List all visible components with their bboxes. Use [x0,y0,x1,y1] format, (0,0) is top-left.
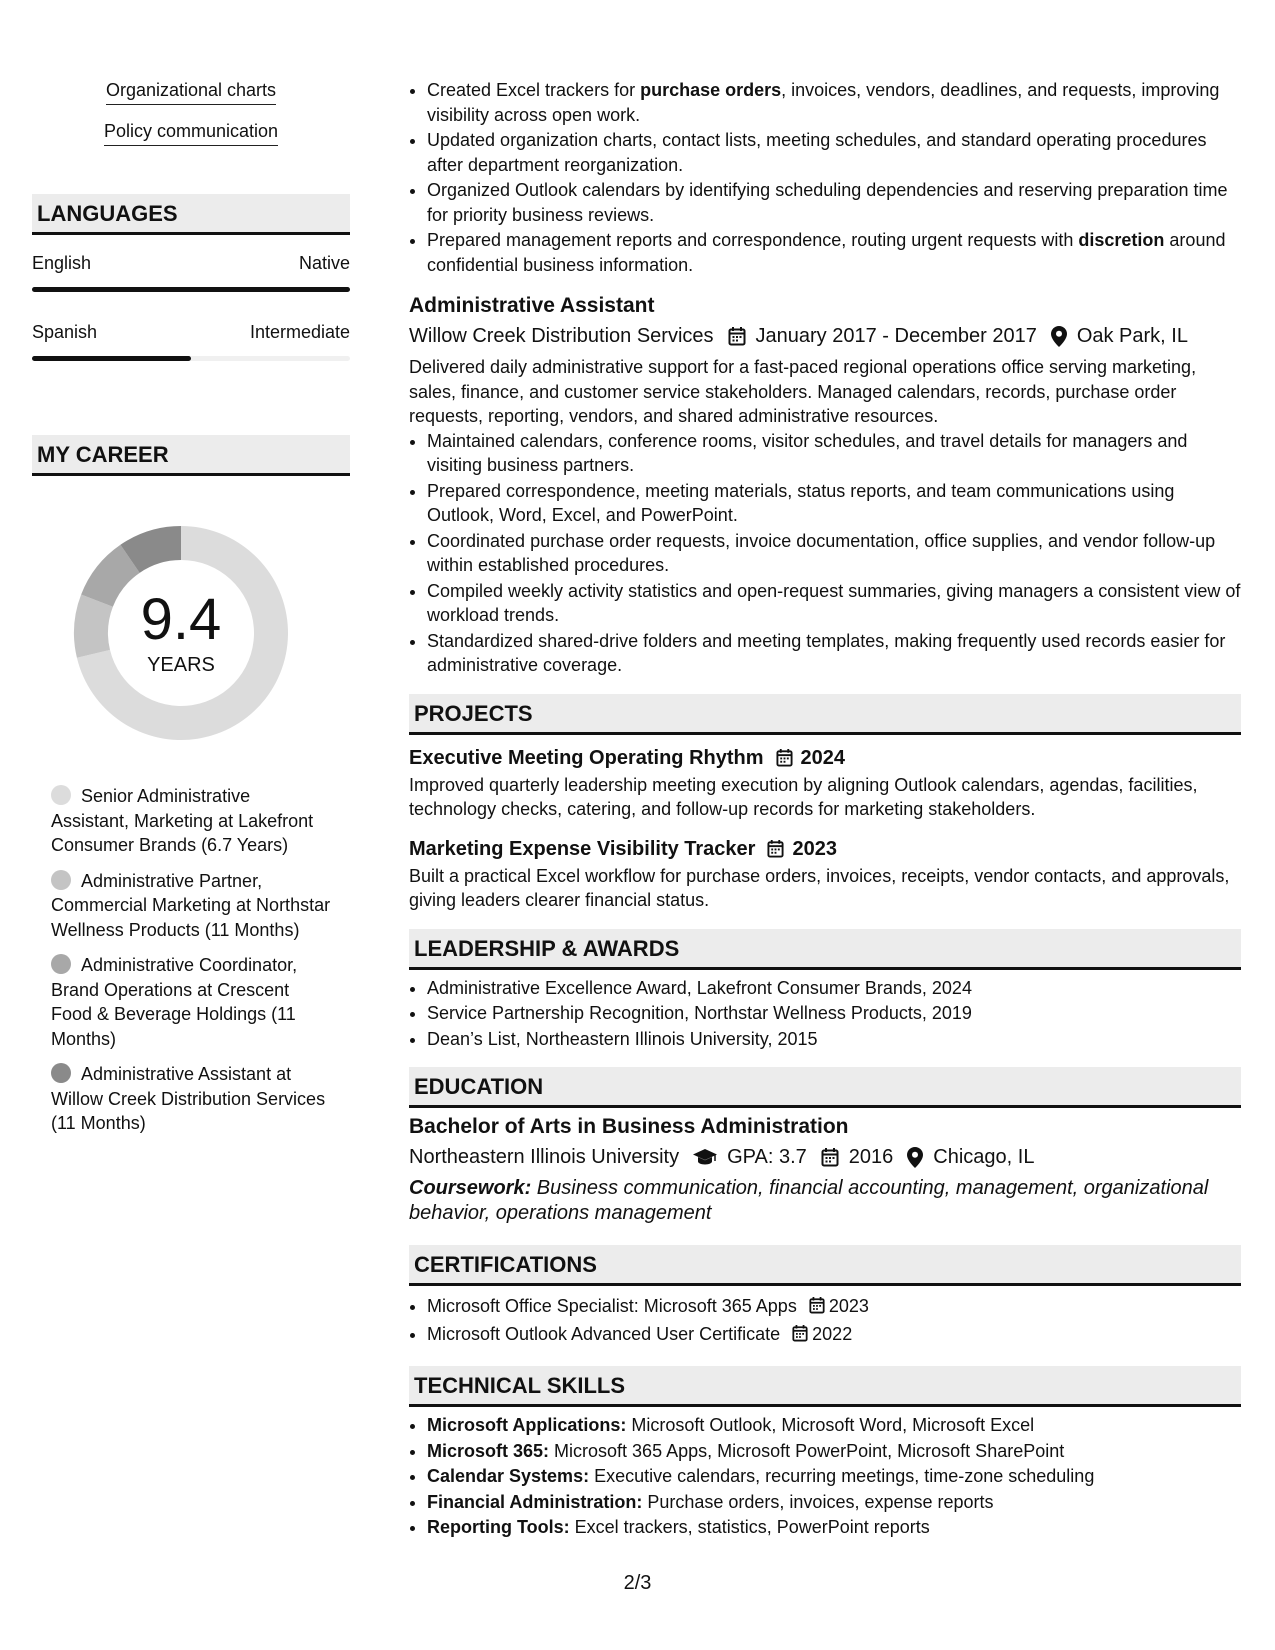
technical-skills-heading: TECHNICAL SKILLS [409,1366,1241,1407]
awards-list [409,976,1241,1052]
language-bar [32,287,350,292]
map-pin-icon [1051,326,1067,347]
skill-item: • Financial Administration: Purchase orders, invoices, expense reports [427,1490,1241,1515]
job-bullets [409,429,1241,678]
language-name: Spanish [32,322,98,342]
legend-dot [51,785,71,805]
gpa: GPA: 3.7 [727,1146,807,1168]
graduation-year: 2016 [848,1146,894,1168]
skill-item: • Calendar Systems: Executive calendars, recurring meetings, time-zone scheduling [427,1464,1241,1489]
language-item [32,251,350,292]
job-title: Administrative Assistant [409,294,655,317]
project-title-row [409,743,1241,773]
career-unit: YEARS [147,654,215,676]
skill-tag: Organizational charts [106,80,276,105]
job-bullet: • Coordinated purchase order requests, invoice documentation, office supplies, and vendor follow-up within established procedures. [427,529,1241,578]
skill-item: • Microsoft Applications: Microsoft Outlook, Microsoft Word, Microsoft Excel [427,1413,1241,1438]
certifications-list [409,1294,1241,1348]
degree: Bachelor of Arts in Business Administration [409,1115,849,1138]
calendar-icon [728,326,746,346]
language-level: Native [298,253,350,273]
career-legend-item [51,1062,331,1136]
job-summary: Delivered daily administrative support for a fast-paced regional operations office serving marketing, sales, finance, and customer service stakeholders. Managed calendars, records, purchase order requests, reporting, vendors, and shared administrative resources. [409,357,1197,426]
project-year: 2023 [792,837,837,860]
project-year: 2024 [800,746,846,769]
school-location: Chicago, IL [933,1146,1035,1168]
award-item: • Dean’s List, Northeastern Illinois University, 2015 [427,1027,1241,1052]
legend-dot [51,1063,71,1083]
language-bar-fill [32,287,350,292]
career-legend-item [51,784,331,858]
map-pin-icon [907,1147,923,1168]
coursework: Coursework: Business communication, financial accounting, management, organizational behavior, operations management [409,1177,1209,1224]
project-title: Marketing Expense Visibility Tracker [409,837,756,860]
certification-year: 2022 [812,1323,853,1344]
education-heading: EDUCATION [409,1067,1241,1108]
calendar-icon [767,839,784,858]
projects-heading: PROJECTS [409,694,1241,735]
experience-bullet: • Created Excel trackers for purchase orders, invoices, vendors, deadlines, and requests, improving visibility across open work. [427,78,1241,127]
school-name: Northeastern Illinois University [409,1146,680,1168]
experience-bullet: • Organized Outlook calendars by identifying scheduling dependencies and reserving preparation time for priority business reviews. [427,178,1241,227]
page-number: 2/3 [623,1572,652,1594]
job-company: Willow Creek Distribution Services [409,325,714,347]
career-legend [32,784,331,1136]
experience-bullet: • Prepared management reports and correspondence, routing urgent requests with discretion around confidential business information. [427,228,1241,277]
job-location: Oak Park, IL [1076,325,1188,347]
calendar-icon [792,1324,808,1349]
project-desc: Improved quarterly leadership meeting execution by aligning Outlook calendars, agendas, facilities, technology checks, catering, and follow-up records for marketing stakeholders. [409,774,1198,819]
certifications-heading: CERTIFICATIONS [409,1245,1241,1286]
language-item [32,320,350,361]
education-meta [409,1142,1241,1172]
certification-year: 2023 [828,1296,869,1316]
calendar-icon [821,1147,839,1167]
job-bullet: • Prepared correspondence, meeting materials, status reports, and team communications using Outlook, Word, Excel, and PowerPoint. [427,479,1241,528]
job-bullet: • Compiled weekly activity statistics and open-request summaries, giving managers a consistent view of workload trends. [427,579,1241,628]
graduation-cap-icon [693,1148,717,1166]
career-heading: MY CAREER [32,435,350,476]
job-bullet: • Maintained calendars, conference rooms, visitor schedules, and travel details for managers and visiting business partners. [427,429,1241,478]
language-level: Intermediate [249,322,350,342]
skills-list [409,1413,1241,1540]
job-bullet: • Standardized shared-drive folders and meeting templates, making frequently used records easier for administrative coverage. [427,629,1241,678]
career-legend-item [51,869,331,943]
legend-dot [51,870,71,890]
left-column [32,80,350,1147]
career-label: Administrative Assistant at Willow Creek Distribution Services (11 Months) [51,1064,326,1133]
language-bar-fill [32,356,191,361]
languages-heading: LANGUAGES [32,194,350,235]
legend-dot [51,954,71,974]
certification-item: • Microsoft Outlook Advanced User Certificate 2022 [427,1322,1241,1349]
calendar-icon [809,1296,825,1321]
awards-heading: LEADERSHIP & AWARDS [409,929,1241,970]
career-label: Senior Administrative Assistant, Marketing at Lakefront Consumer Brands (6.7 Years) [51,786,314,855]
calendar-icon [776,748,793,767]
right-column [409,78,1241,1541]
experience-bullets [409,78,1241,277]
job-meta [409,321,1241,351]
award-item: • Administrative Excellence Award, Lakefront Consumer Brands, 2024 [427,976,1241,1001]
certification-item: • Microsoft Office Specialist: Microsoft 365 Apps 2023 [427,1294,1241,1321]
project-desc: Built a practical Excel workflow for purchase orders, invoices, receipts, vendor contacts, and approvals, giving leaders clearer financial status. [409,865,1230,910]
award-item: • Service Partnership Recognition, Northstar Wellness Products, 2019 [427,1001,1241,1026]
job-dates: January 2017 - December 2017 [755,325,1037,347]
project-title: Executive Meeting Operating Rhythm [409,746,764,769]
career-label: Administrative Coordinator, Brand Operations at Crescent Food & Beverage Holdings (11 Months) [51,955,298,1049]
skill-item: • Microsoft 365: Microsoft 365 Apps, Microsoft PowerPoint, Microsoft SharePoint [427,1439,1241,1464]
project-title-row [409,834,1241,864]
career-legend-item [51,953,331,1051]
language-name: English [32,253,92,273]
skill-tag: Policy communication [104,121,278,146]
experience-bullet: • Updated organization charts, contact lists, meeting schedules, and standard operating procedures after department reorganization. [427,128,1241,177]
career-label: Administrative Partner, Commercial Marketing at Northstar Wellness Products (11 Months) [51,870,331,940]
language-bar [32,356,350,361]
career-total: 9.4 [140,587,222,652]
skill-item: • Reporting Tools: Excel trackers, statistics, PowerPoint reports [427,1515,1241,1540]
career-donut-chart [66,518,296,748]
